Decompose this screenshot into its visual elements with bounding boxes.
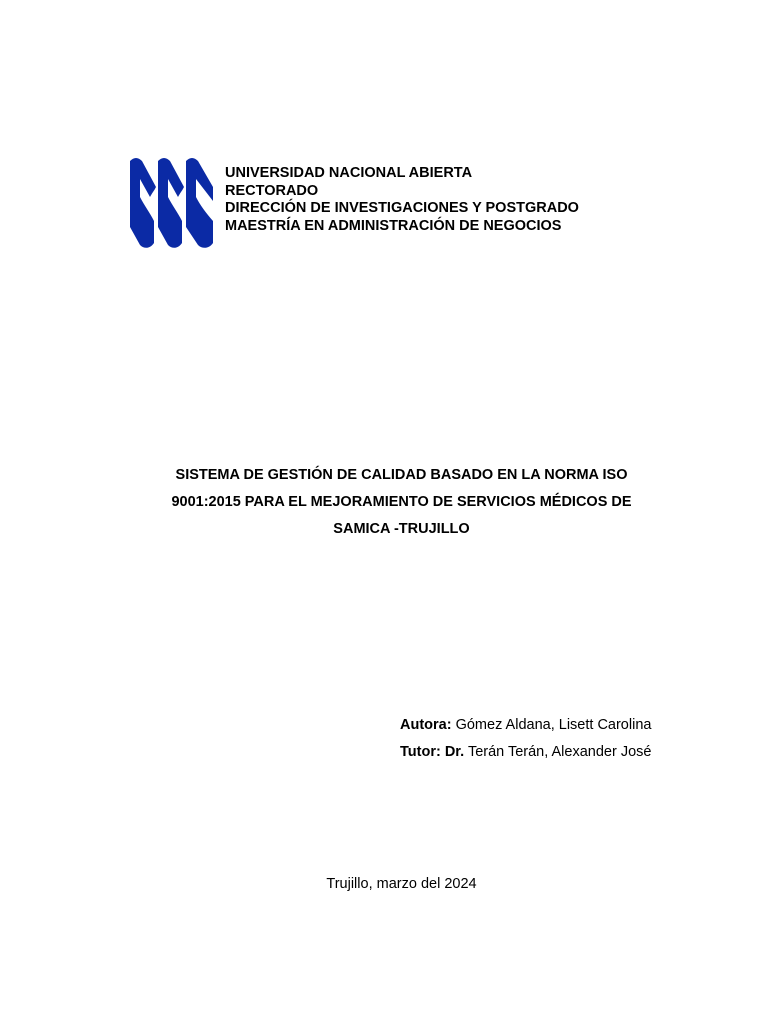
header-university: UNIVERSIDAD NACIONAL ABIERTA	[225, 165, 473, 181]
header-rectorate: RECTORADO	[225, 182, 319, 199]
author-name: Gómez Aldana, Lisett Carolina	[451, 717, 652, 733]
thesis-title-line-2: 9001:2015 PARA EL MEJORAMIENTO DE SERVICIOS MÉDICOS DE	[171, 494, 632, 510]
tutor-row	[400, 739, 651, 766]
place-and-date: Trujillo, marzo del 2024	[326, 876, 477, 892]
header-directorate: DIRECCIÓN DE INVESTIGACIONES Y POSTGRADO	[225, 200, 579, 217]
author-row	[400, 712, 651, 739]
header-masters-program: MAESTRÍA EN ADMINISTRACIÓN DE NEGOCIOS	[225, 217, 562, 234]
thesis-title-line-1: SISTEMA DE GESTIÓN DE CALIDAD BASADO EN LA NORMA ISO	[175, 467, 628, 483]
tutor-label: Tutor: Dr.	[400, 744, 465, 760]
thesis-title	[100, 462, 703, 543]
institution-header	[225, 165, 579, 235]
thesis-title-line-3: SAMICA -TRUJILLO	[333, 521, 470, 537]
author-label: Autora:	[400, 717, 452, 733]
tutor-name: Terán Terán, Alexander José	[464, 744, 652, 760]
university-logo-icon	[130, 157, 213, 249]
credits-block	[400, 712, 651, 766]
